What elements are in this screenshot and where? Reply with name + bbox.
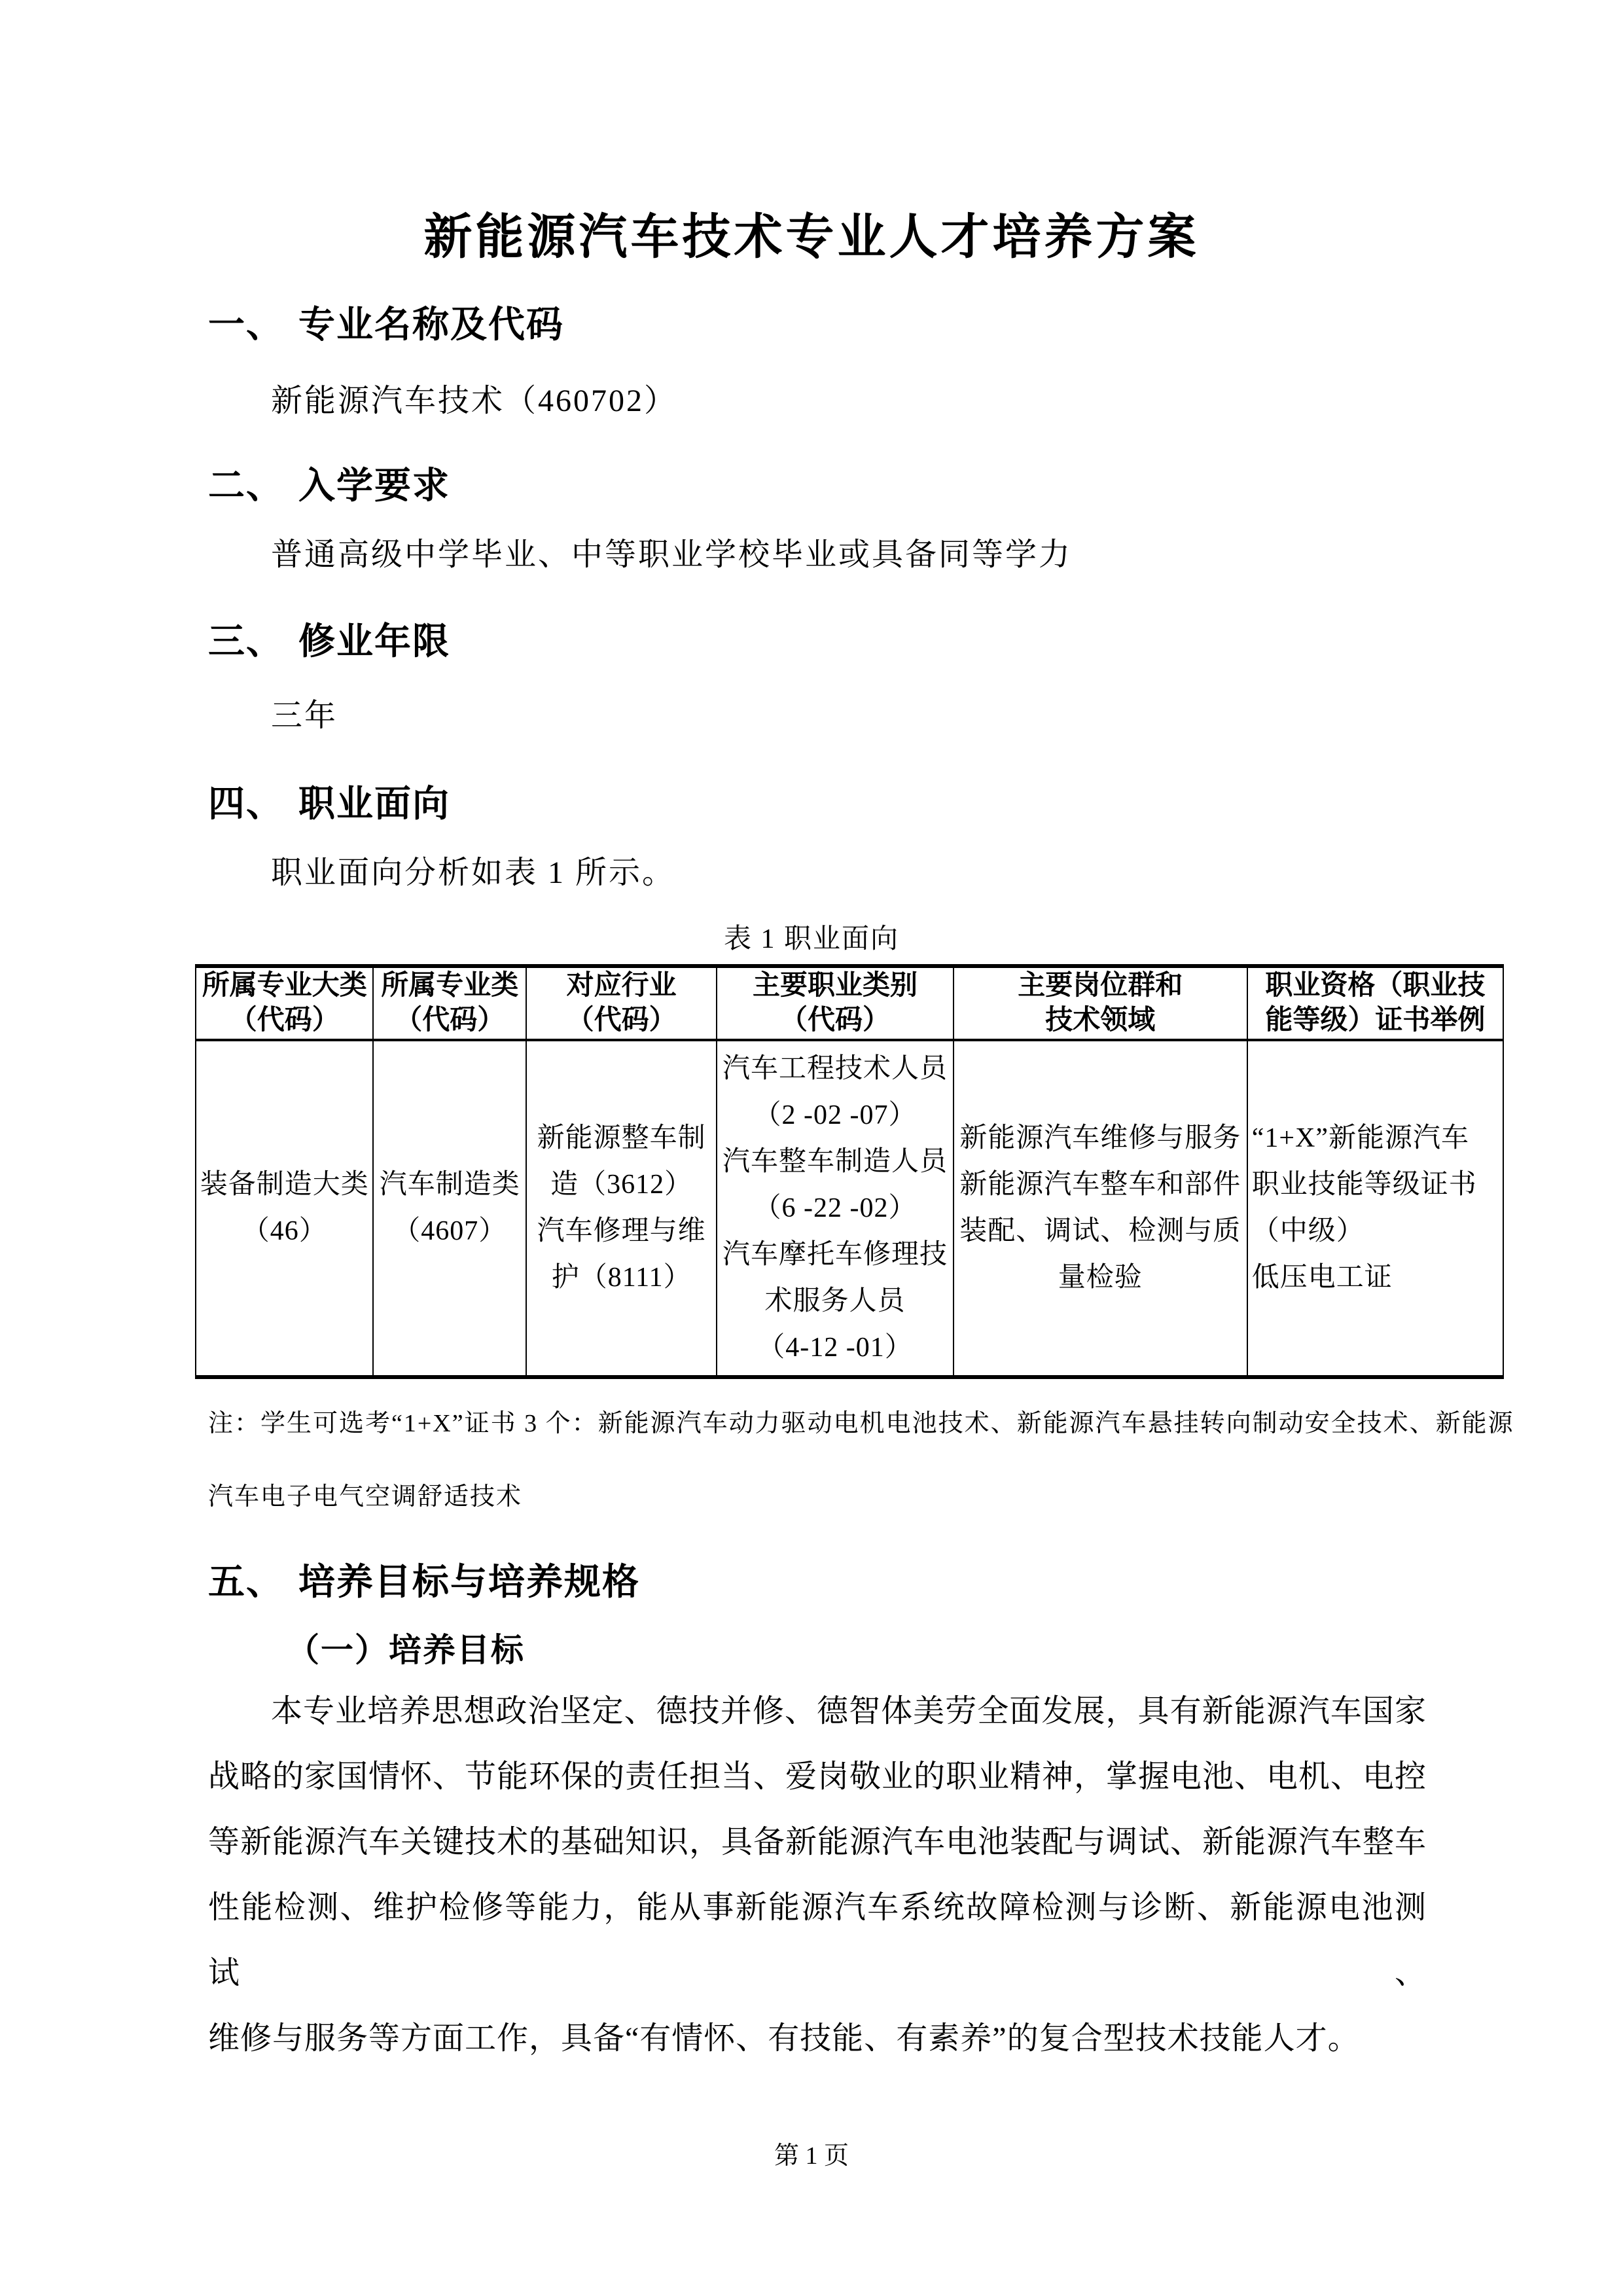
- cell-line: （4607）: [393, 1216, 507, 1246]
- section-1-body: 新能源汽车技术（460702）: [271, 384, 678, 418]
- section-5-title: 培养目标与培养规格: [298, 1561, 640, 1602]
- cell-line: （6 -22 -02）: [753, 1193, 917, 1223]
- header-line: 能等级）证书举例: [1265, 1005, 1486, 1035]
- section-3-number: 三、: [208, 620, 284, 662]
- cell-line: 量检验: [1058, 1263, 1143, 1293]
- section-4-body: 职业面向分析如表 1 所示。: [271, 855, 676, 890]
- cell-line: （46）: [241, 1216, 327, 1246]
- header-line: 主要职业类别: [753, 971, 918, 1001]
- section-2-body: 普通高级中学毕业、中等职业学校毕业或具备同等学力: [271, 537, 1073, 572]
- section-4-heading: [208, 781, 1452, 826]
- table-cell-industry: [527, 1041, 717, 1375]
- table-header-cell-occupation: [717, 968, 954, 1039]
- header-line: 职业资格（职业技: [1265, 971, 1486, 1001]
- document-title: 新能源汽车技术专业人才培养方案: [423, 211, 1200, 264]
- cell-line: （中级）: [1251, 1216, 1364, 1246]
- paragraph-line: 等新能源汽车关键技术的基础知识，具备新能源汽车电池装配与调试、新能源汽车整车: [208, 1825, 1427, 1859]
- cell-line: 新能源汽车整车和部件: [959, 1170, 1241, 1200]
- table-cell-occupation: [717, 1041, 954, 1375]
- paragraph-line: 性能检测、维护检修等能力，能从事新能源汽车系统故障检测与诊断、新能源电池测试、: [208, 1890, 1427, 1990]
- cell-line: 装配、调试、检测与质: [959, 1216, 1241, 1246]
- table-cell-certificates: [1248, 1041, 1503, 1375]
- section-1-number: 一、: [208, 304, 284, 345]
- cell-line: “1+X”新能源汽车: [1251, 1123, 1470, 1153]
- page-number: 第 1 页: [774, 2142, 849, 2170]
- table-header-cell-certificates: [1248, 968, 1503, 1039]
- section-3-title: 修业年限: [298, 620, 450, 662]
- table-header-cell-industry: [527, 968, 717, 1039]
- table-caption: 表 1 职业面向: [723, 924, 899, 954]
- cell-line: 低压电工证: [1251, 1263, 1393, 1293]
- section-4-title: 职业面向: [298, 783, 450, 824]
- table-header-cell-major-class: [374, 968, 527, 1039]
- career-orientation-table: [195, 964, 1504, 1379]
- header-line: 所属专业类: [381, 971, 519, 1001]
- section-2-title: 入学要求: [298, 465, 450, 506]
- table-header-row: [196, 968, 1503, 1041]
- section-3-heading: [208, 619, 1452, 664]
- cell-line: 造（3612）: [550, 1170, 693, 1200]
- section-4-number: 四、: [208, 783, 284, 824]
- cell-line: 汽车整车制造人员: [722, 1146, 948, 1177]
- table-cell-major-class: [374, 1041, 527, 1375]
- cell-line: （2 -02 -07）: [753, 1100, 917, 1130]
- header-line: （代码）: [229, 1005, 340, 1035]
- table-data-row: [196, 1041, 1503, 1375]
- cell-line: 术服务人员: [764, 1285, 906, 1316]
- table-note-line-1: 注：学生可选考“1+X”证书 3 个：新能源汽车动力驱动电机电池技术、新能源汽车悬挂转向制动安全技术、新能源: [208, 1410, 1514, 1437]
- cell-line: 护（8111）: [551, 1263, 692, 1293]
- header-line: 技术领域: [1045, 1005, 1156, 1035]
- paragraph-line: 战略的家国情怀、节能环保的责任担当、爱岗敬业的职业精神，掌握电池、电机、电控: [208, 1759, 1427, 1794]
- section-3-body: 三年: [271, 698, 338, 733]
- cell-line: 装备制造大类: [200, 1170, 369, 1200]
- table-cell-major-category: [196, 1041, 374, 1375]
- cell-line: 汽车制造类: [379, 1170, 520, 1200]
- section-5-heading: [208, 1560, 1452, 1604]
- cell-line: 汽车修理与维: [537, 1216, 706, 1246]
- section-5-number: 五、: [208, 1561, 284, 1602]
- cell-line: 汽车摩托车修理技: [722, 1239, 948, 1270]
- section-1-heading: [208, 302, 1452, 347]
- table-cell-post-group: [954, 1041, 1248, 1375]
- section-2-number: 二、: [208, 465, 284, 506]
- cell-line: 新能源整车制: [537, 1123, 706, 1153]
- section-2-heading: [208, 463, 1452, 508]
- header-line: （代码）: [780, 1005, 891, 1035]
- table-header-cell-major-category: [196, 968, 374, 1039]
- cell-line: 新能源汽车维修与服务: [959, 1123, 1241, 1153]
- paragraph-line: 本专业培养思想政治坚定、德技并修、德智体美劳全面发展，具有新能源汽车国家: [271, 1694, 1427, 1729]
- paragraph-line: 维修与服务等方面工作，具备“有情怀、有技能、有素养”的复合型技术技能人才。: [208, 2021, 1360, 2056]
- header-line: （代码）: [395, 1005, 505, 1035]
- subsection-heading: （一）培养目标: [287, 1632, 525, 1668]
- header-line: 所属专业大类: [202, 971, 367, 1001]
- training-objective-paragraph: [208, 1679, 1427, 2072]
- table-note-line-2: 汽车电子电气空调舒适技术: [208, 1483, 523, 1511]
- header-line: 主要岗位群和: [1018, 971, 1183, 1001]
- header-line: 对应行业: [566, 971, 677, 1001]
- cell-line: 汽车工程技术人员: [722, 1053, 948, 1084]
- header-line: （代码）: [566, 1005, 677, 1035]
- table-header-cell-post-group: [954, 968, 1248, 1039]
- cell-line: 职业技能等级证书: [1251, 1170, 1477, 1200]
- cell-line: （4-12 -01）: [757, 1332, 913, 1363]
- section-1-title: 专业名称及代码: [298, 304, 564, 345]
